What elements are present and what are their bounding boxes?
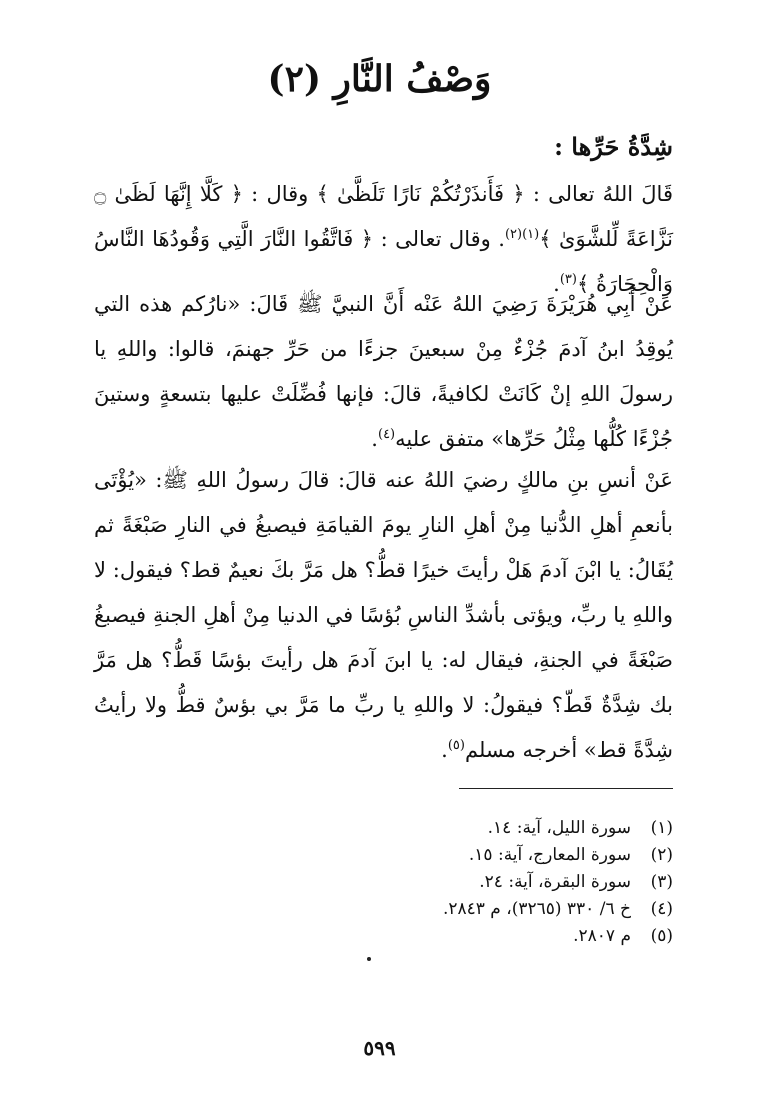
footnote-text: خ ٦/ ٣٣٠ (٣٢٦٥)، م ٢٨٤٣. bbox=[442, 899, 631, 919]
verses-end: . bbox=[553, 272, 560, 296]
page-number: ٥٩٩ bbox=[363, 1036, 396, 1060]
footnote-text: م ٢٨٠٧. bbox=[573, 926, 631, 946]
footnote-divider bbox=[459, 788, 673, 789]
footnote-ref-1: (١) bbox=[522, 227, 540, 242]
footnote bbox=[443, 815, 673, 842]
paragraph-hadith-anas bbox=[94, 458, 673, 773]
footnote-ref-3: (٣) bbox=[559, 272, 577, 287]
hadith-2-end: . bbox=[441, 738, 448, 762]
footnote-text: سورة البقرة، آية: ٢٤. bbox=[479, 872, 631, 892]
footnote-number: (٤) bbox=[650, 899, 673, 919]
footnote-ref-4: (٤) bbox=[377, 427, 396, 442]
section-heading: شِدَّةُ حَرِّها : bbox=[554, 132, 673, 161]
hadith-2-text: عَنْ أنسِ بنِ مالكٍ رضيَ اللهُ عنه قالَ: قالَ رسولُ اللهِ ﷺ: «يُؤْتَى بأنعمِ أهلِ الدُّنيا مِنْ أهلِ النارِ يومَ القيامَةِ فيصبغُ في النارِ صَبْغَةً ثم يُقَالُ: يا ابْنَ آدمَ هَلْ رأيتَ خيرًا قطُّ؟ هل مَرَّ بكَ نعيمٌ قط؟ فيقول: لا واللهِ يا ربِّ، ويؤتى بأشدِّ الناسِ بُؤسًا في الدنيا مِنْ أهلِ الجنةِ فيصبغُ صَبْغَةً في الجنةِ، فيقال له: يا ابنَ آدمَ هل رأيتَ بؤسًا قَطُّ؟ هل مَرَّ بك شِدَّةٌ قَطّ؟ فيقولُ: لا واللهِ يا ربِّ ما مَرَّ بي بؤسٌ قطُّ ولا رأيتُ شِدَّةً قط» أخرجه مسلم bbox=[94, 468, 673, 762]
footnotes bbox=[443, 815, 673, 950]
footnote-number: (٥) bbox=[650, 926, 673, 946]
hadith-1-text: عَنْ أَبِي هُرَيْرَةَ رَضِيَ اللهُ عَنْه أَنَّ النبيَّ ﷺ قَالَ: «نارُكم هذه التي يُوقِدُ ابنُ آدمَ جُزْءٌ مِنْ سبعينَ جزءًا من حَرِّ جهنمَ، قالوا: واللهِ يا رسولَ اللهِ إنْ كَانَتْ لكافيةً، قالَ: فإنها فُضِّلَتْ عليها بتسعةٍ وستينَ جُزْءًا كُلُّها مِثْلُ حَرِّها» متفق عليه bbox=[94, 292, 673, 451]
paragraph-hadith-abu-hurayra bbox=[94, 282, 673, 462]
footnote-ref-5: (٥) bbox=[447, 738, 465, 753]
footnote-number: (٣) bbox=[650, 872, 673, 892]
verses-text-a: قَالَ اللهُ تعالى : ﴿ فَأَنذَرْتُكُمْ نَارًا تَلَظَّىٰ ﴾ وقال : ﴿ كَلَّا إِنَّهَا لَظَىٰ ۝ نَزَّاعَةً لِّلشَّوَىٰ ﴾ bbox=[94, 182, 673, 251]
footnote-ref-2: (٢) bbox=[504, 227, 523, 242]
footnote-text: سورة المعارج، آية: ١٥. bbox=[468, 845, 631, 865]
footnote bbox=[443, 896, 673, 923]
page-title: وَصْفُ النَّارِ (٢) bbox=[267, 58, 492, 100]
footnote bbox=[443, 842, 673, 869]
footnote bbox=[443, 923, 673, 950]
footnote bbox=[443, 869, 673, 896]
footnote-number: (١) bbox=[650, 818, 673, 838]
footnote-number: (٢) bbox=[650, 845, 673, 865]
stray-dot bbox=[367, 957, 371, 961]
footnote-text: سورة الليل، آية: ١٤. bbox=[487, 818, 631, 838]
verses-text-b: . وقال تعالى : ﴿ فَاتَّقُوا النَّارَ الَّتِي وَقُودُهَا النَّاسُ وَالْحِجَارَةُ ﴾ bbox=[94, 227, 673, 296]
hadith-1-end: . bbox=[371, 427, 378, 451]
